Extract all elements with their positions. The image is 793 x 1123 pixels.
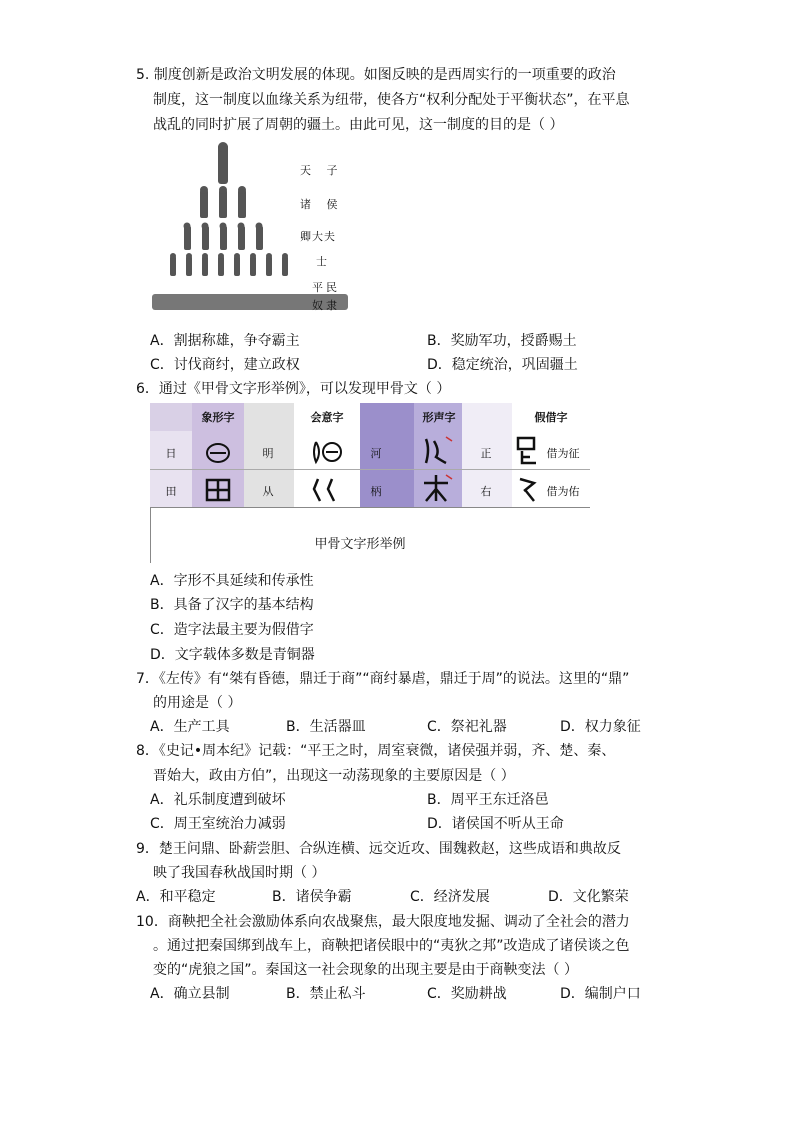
oracle-glyph-bright <box>310 437 346 467</box>
oracle-glyph-field <box>204 477 232 503</box>
row1-loan-note: 借为征 <box>546 447 580 460</box>
rank-label-3: 卿大夫 <box>300 230 336 243</box>
q6-option-c: C．造字法最主要为假借字 <box>150 622 314 638</box>
row2-char-you: 右 <box>480 485 492 498</box>
q8-line-1: 8．《史记•周本纪》记载：“平王之时，周室衰微，诸侯强并弱，齐、楚、秦、 <box>136 743 616 759</box>
q6-option-b: B．具备了汉字的基本结构 <box>150 597 314 613</box>
q8-option-d: D．诸侯国不听从王命 <box>427 816 564 832</box>
q9-option-b: B．诸侯争霸 <box>272 889 352 905</box>
oracle-glyph-handle <box>420 471 456 505</box>
q7-option-d: D．权力象征 <box>560 719 641 735</box>
q8-option-c: C．周王室统治力减弱 <box>150 816 286 832</box>
row1-char-he: 河 <box>370 447 382 460</box>
q7-line-1: 7．《左传》有“桀有昏德，鼎迁于商”“商纣暴虐，鼎迁于周”的说法。这里的“鼎” <box>136 671 630 687</box>
oracle-glyph-river <box>422 433 456 467</box>
q10-line-3: 变的“虎狼之国”。秦国这一社会现象的出现主要是由于商鞅变法（ ） <box>153 962 578 978</box>
table-caption: 甲骨文字形举例 <box>314 536 406 552</box>
q10-option-b: B．禁止私斗 <box>286 986 366 1002</box>
row2-char-cong: 从 <box>262 485 274 498</box>
q5-line-1: 5. 制度创新是政治文明发展的体现。如图反映的是西周实行的一项重要的政治 <box>136 67 616 83</box>
q5-option-a: A．割据称雄，争夺霸主 <box>150 333 300 349</box>
q5-option-d: D．稳定统治，巩固疆土 <box>427 357 578 373</box>
q9-option-d: D．文化繁荣 <box>548 889 629 905</box>
rank-label-4: 士 <box>316 255 333 268</box>
header-phonogram: 形声字 <box>422 411 456 424</box>
q7-option-b: B．生活器皿 <box>286 719 366 735</box>
row2-char-tian: 田 <box>165 485 177 498</box>
rank-label-5: 平民 <box>312 281 340 294</box>
q8-line-2: 晋始大，政由方伯”，出现这一动荡现象的主要原因是（ ） <box>153 768 515 784</box>
rank-label-2: 诸 侯 <box>300 198 344 211</box>
header-ideograph: 会意字 <box>310 411 344 424</box>
q9-option-c: C．经济发展 <box>410 889 490 905</box>
q7-line-2: 的用途是（ ） <box>153 695 242 711</box>
oracle-glyph-zheng <box>514 435 540 467</box>
oracle-bone-table <box>150 403 590 563</box>
q5-option-c: C．讨伐商纣，建立政权 <box>150 357 300 373</box>
q8-option-a: A．礼乐制度遭到破坏 <box>150 792 286 808</box>
oracle-glyph-follow <box>310 475 346 505</box>
oracle-glyph-sun <box>202 441 234 465</box>
q6-option-a: A．字形不具延续和传承性 <box>150 573 314 589</box>
header-pictograph: 象形字 <box>201 411 235 424</box>
q6-line-1: 6．通过《甲骨文字形举例》，可以发现甲骨文（ ） <box>136 381 451 397</box>
q10-option-d: D．编制户口 <box>560 986 641 1002</box>
q5-line-3: 战乱的同时扩展了周朝的疆土。由此可见，这一制度的目的是（ ） <box>153 117 564 133</box>
rank-label-6: 奴隶 <box>312 299 340 312</box>
row1-char-ming: 明 <box>262 447 274 460</box>
q7-option-a: A．生产工具 <box>150 719 230 735</box>
q5-option-b: B．奖励军功，授爵赐土 <box>427 333 577 349</box>
header-loan-character: 假借字 <box>534 411 568 424</box>
oracle-glyph-you <box>514 473 540 505</box>
q8-option-b: B．周平王东迁洛邑 <box>427 792 549 808</box>
q10-line-2: 。通过把秦国绑到战车上，商鞅把诸侯眼中的“夷狄之邦”改造成了诸侯谈之色 <box>153 938 630 954</box>
q9-line-1: 9．楚王问鼎、卧薪尝胆、合纵连横、远交近攻、围魏救赵，这些成语和典故反 <box>136 841 621 857</box>
q10-line-1: 10．商鞅把全社会激励体系向农战聚焦，最大限度地发掘、调动了全社会的潜力 <box>136 914 630 930</box>
q6-option-d: D．文字载体多数是青铜器 <box>150 647 315 663</box>
q10-option-c: C．奖励耕战 <box>427 986 507 1002</box>
row2-char-bing: 柄 <box>370 485 382 498</box>
q9-line-2: 映了我国春秋战国时期（ ） <box>153 865 326 881</box>
rank-label-1: 天 子 <box>300 164 344 177</box>
row1-char-zheng: 正 <box>480 447 492 460</box>
q9-option-a: A．和平稳定 <box>136 889 216 905</box>
row2-loan-note: 借为佑 <box>546 485 580 498</box>
q7-option-c: C．祭祀礼器 <box>427 719 507 735</box>
q10-option-a: A．确立县制 <box>150 986 230 1002</box>
row1-char-ri: 日 <box>165 447 177 460</box>
q5-line-2: 制度，这一制度以血缘关系为纽带，使各方“权利分配处于平衡状态”，在平息 <box>153 92 630 108</box>
